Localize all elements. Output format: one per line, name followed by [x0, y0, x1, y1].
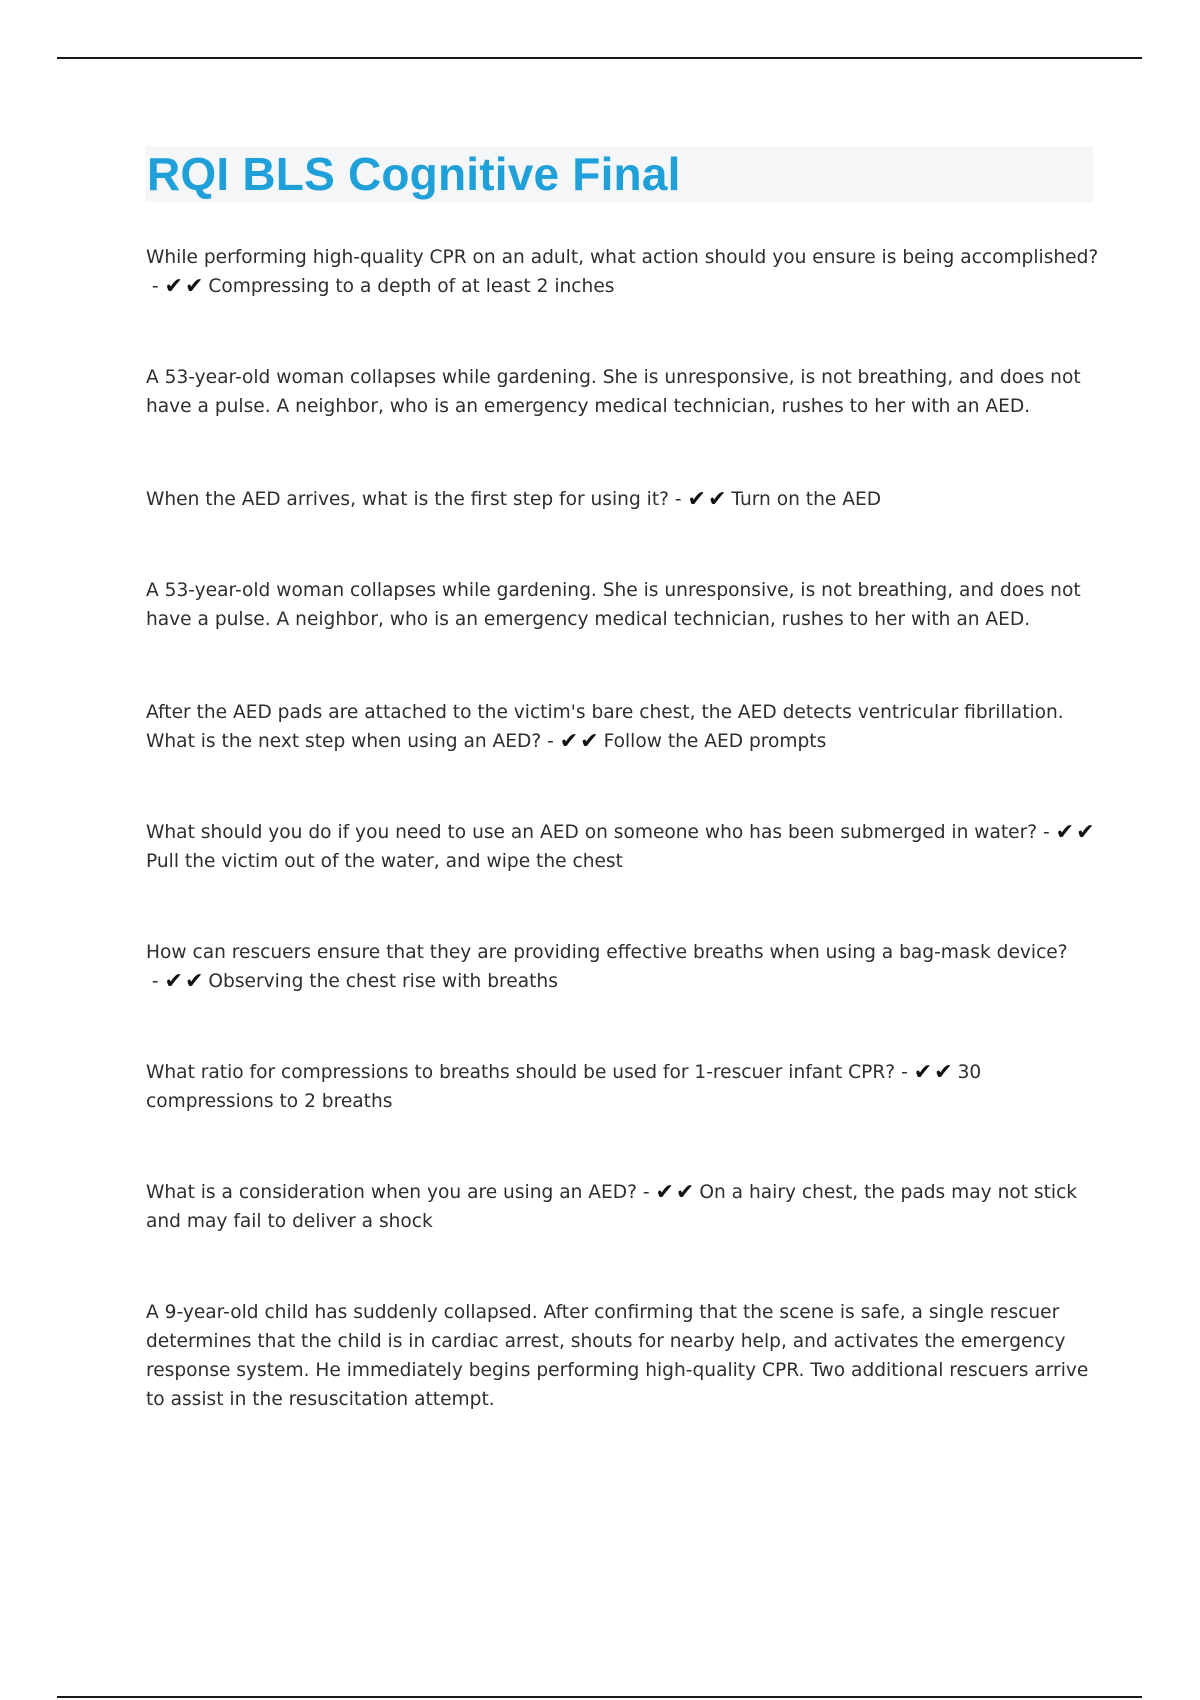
- check-mark-icon: ✔: [913, 1060, 933, 1085]
- answer-separator: -: [146, 276, 165, 297]
- check-mark-icon: ✔: [559, 729, 579, 754]
- scenario-paragraph: [146, 363, 1101, 421]
- answer-separator: -: [669, 489, 688, 510]
- question-answer-item: [146, 243, 1101, 301]
- check-mark-icon: ✔: [934, 1060, 953, 1085]
- question-text: What ratio for compressions to breaths should be used for 1-rescuer infant CPR?: [146, 1062, 896, 1083]
- answer-text: 30 compressions to 2 breaths: [146, 1062, 982, 1112]
- check-mark-icon: ✔: [184, 969, 204, 994]
- answer-text: On a hairy chest, the pads may not stick and may fail to deliver a shock: [146, 1182, 1078, 1232]
- question-text: While performing high-quality CPR on an adult, what action should you ensure is being accomplished?: [146, 247, 1099, 268]
- question-answer-item: [146, 1178, 1101, 1236]
- check-mark-icon: ✔: [655, 1180, 674, 1205]
- scenario-text: A 9-year-old child has suddenly collapsed. After confirming that the scene is safe, a single rescuer determines that the child is in cardiac arrest, shouts for nearby help, and activates the emergency response system. He immediately begins performing high-quality CPR. Two additional rescuers arrive to assist in the resuscitation attempt.: [146, 1302, 1089, 1410]
- question-answer-item: [146, 938, 1101, 996]
- answer-text: Turn on the AED: [731, 489, 882, 510]
- question-list: [146, 243, 1101, 1478]
- scenario-text: A 53-year-old woman collapses while gardening. She is unresponsive, is not breathing, and does not have a pulse. A neighbor, who is an emergency medical technician, rushes to her with an AED.: [146, 580, 1081, 630]
- answer-separator: -: [1037, 822, 1056, 843]
- check-mark-icon: ✔: [580, 729, 599, 754]
- answer-text: Pull the victim out of the water, and wipe the chest: [146, 851, 623, 872]
- answer-separator: -: [541, 731, 560, 752]
- question-answer-item: [146, 1058, 1101, 1116]
- answer-text: Follow the AED prompts: [603, 731, 827, 752]
- scenario-paragraph: [146, 1298, 1101, 1414]
- document-title: RQI BLS Cognitive Final: [147, 148, 681, 200]
- check-mark-icon: ✔: [707, 487, 727, 512]
- bottom-rule: [57, 1696, 1142, 1698]
- question-answer-item: [146, 698, 1101, 756]
- answer-text: Observing the chest rise with breaths: [208, 971, 558, 992]
- answer-separator: -: [146, 971, 165, 992]
- question-text: What should you do if you need to use an AED on someone who has been submerged in water?: [146, 822, 1038, 843]
- check-mark-icon: ✔: [1076, 820, 1095, 845]
- question-text: When the AED arrives, what is the first step for using it?: [146, 489, 669, 510]
- question-text: After the AED pads are attached to the victim's bare chest, the AED detects ventricular fibrillation. What is the next step when using an AED?: [146, 702, 1064, 752]
- answer-separator: -: [895, 1062, 914, 1083]
- check-mark-icon: ✔: [164, 969, 183, 994]
- check-mark-icon: ✔: [675, 1180, 695, 1205]
- answer-text: Compressing to a depth of at least 2 inches: [208, 276, 615, 297]
- scenario-paragraph: [146, 576, 1101, 634]
- check-mark-icon: ✔: [1055, 820, 1075, 845]
- check-mark-icon: ✔: [687, 487, 706, 512]
- check-mark-icon: ✔: [164, 274, 183, 299]
- scenario-text: A 53-year-old woman collapses while gardening. She is unresponsive, is not breathing, and does not have a pulse. A neighbor, who is an emergency medical technician, rushes to her with an AED.: [146, 367, 1081, 417]
- check-mark-icon: ✔: [184, 274, 204, 299]
- question-text: How can rescuers ensure that they are providing effective breaths when using a bag-mask device?: [146, 942, 1068, 963]
- answer-separator: -: [636, 1182, 656, 1203]
- question-answer-item: [146, 818, 1101, 876]
- question-answer-item: [146, 485, 1101, 514]
- top-rule: [57, 57, 1142, 59]
- question-text: What is a consideration when you are using an AED?: [146, 1182, 637, 1203]
